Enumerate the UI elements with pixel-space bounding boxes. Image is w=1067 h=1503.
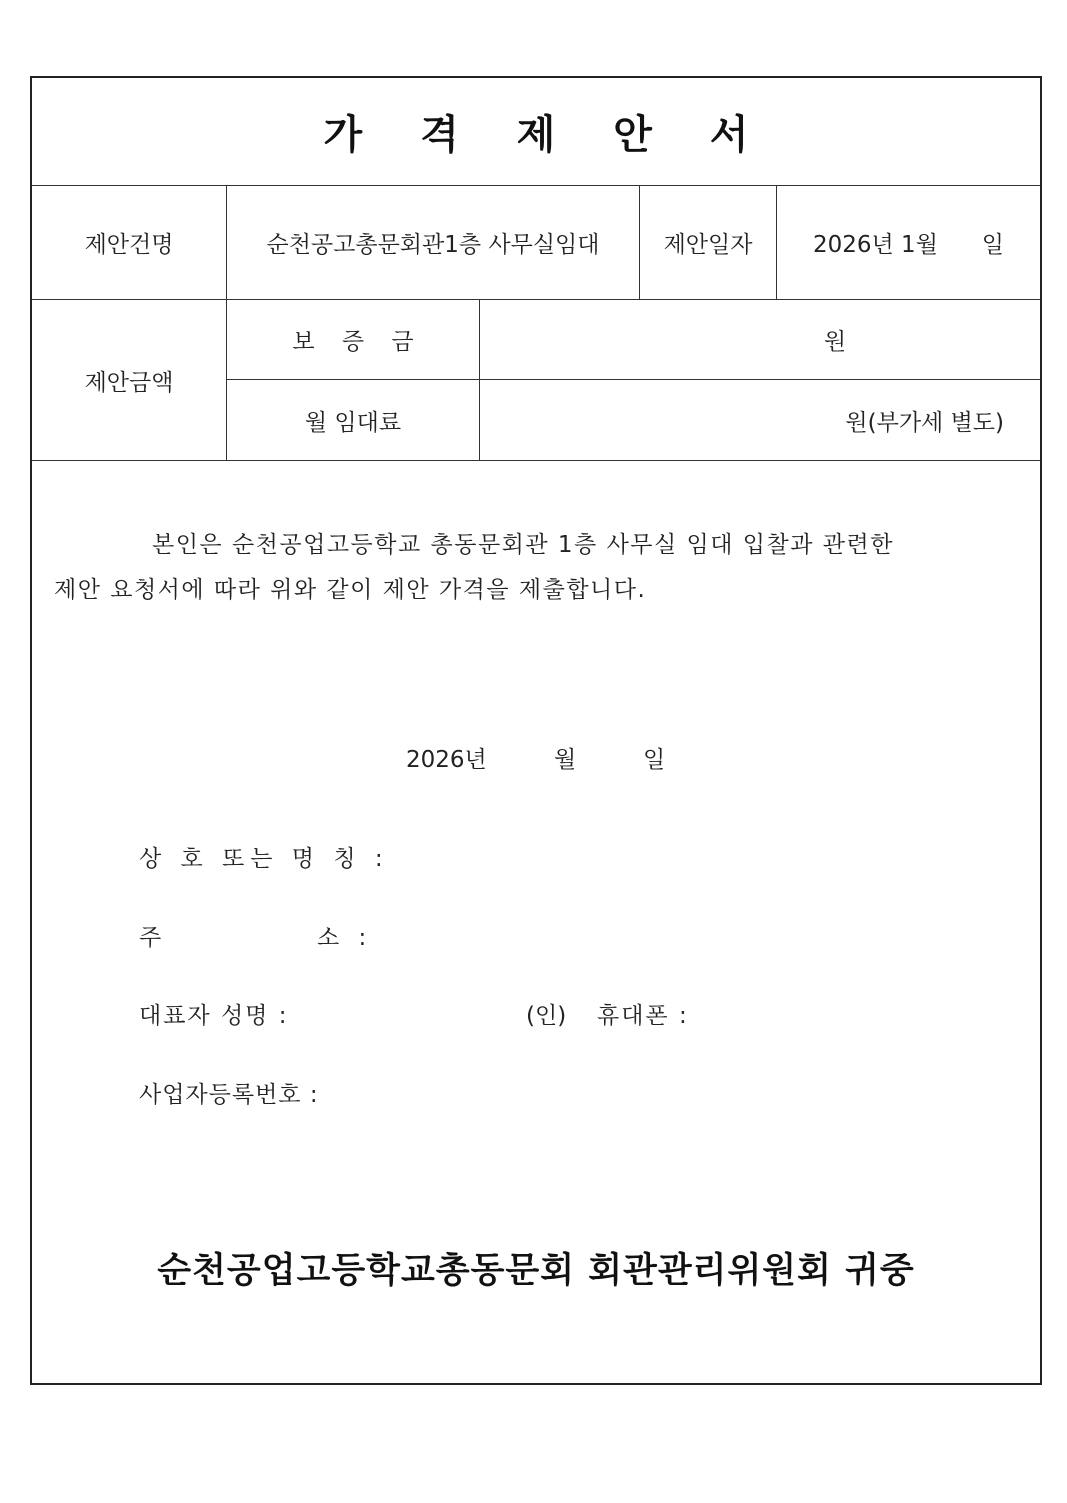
deposit-unit: 원	[823, 329, 847, 355]
statement-text	[54, 523, 1014, 613]
addressee: 순천공업고등학교총동문회 회관관리위원회 귀중	[157, 1251, 915, 1291]
address-label-second: 소 :	[317, 925, 373, 951]
form-title: 가 격 제 안 서	[323, 112, 771, 158]
deposit-label: 보 증 금	[292, 329, 424, 355]
proposal-name-value-cell	[226, 185, 639, 300]
signing-day: 일	[643, 747, 666, 773]
proposal-amount-label-cell	[32, 300, 226, 461]
proposal-amount-label: 제안금액	[84, 369, 174, 396]
proposal-date-label: 제안일자	[663, 231, 753, 258]
proposal-name-value: 순천공고총문회관1층 사무실임대	[266, 231, 600, 258]
mobile-phone-label: 휴대폰 :	[597, 1003, 689, 1029]
signing-month: 월	[554, 747, 577, 773]
statement-line-2: 제안 요청서에 따라 위와 같이 제안 가격을 제출합니다.	[54, 577, 647, 603]
company-name-label: 상 호 또는 명 칭 :	[139, 846, 389, 872]
deposit-label-cell	[226, 300, 479, 380]
rent-value-cell[interactable]	[479, 380, 1040, 461]
proposal-name-label: 제안건명	[84, 231, 174, 258]
seal-mark: (인)	[526, 1003, 567, 1029]
statement-line-1	[54, 523, 1014, 568]
proposal-name-label-cell	[32, 185, 226, 300]
address-label-first: 주	[139, 925, 162, 951]
representative-name-label: 대표자 성명 :	[139, 1003, 289, 1029]
rent-label-cell	[226, 380, 479, 461]
deposit-value-cell[interactable]	[479, 300, 1040, 380]
statement-line-1-text: 본인은 순천공업고등학교 총동문회관 1층 사무실 임대 입찰과 관련한	[152, 532, 894, 558]
proposal-date-label-cell	[639, 185, 776, 300]
proposal-date-value-cell[interactable]	[776, 185, 1040, 300]
business-registration-label: 사업자등록번호 :	[139, 1082, 319, 1108]
title-row	[32, 78, 1040, 186]
proposal-form	[30, 76, 1042, 1385]
monthly-rent-label: 월 임대료	[304, 409, 402, 436]
monthly-rent-unit: 원(부가세 별도)	[845, 409, 1004, 436]
signing-year: 2026년	[406, 747, 487, 773]
proposal-date-value: 2026년 1월 일	[813, 231, 1004, 258]
